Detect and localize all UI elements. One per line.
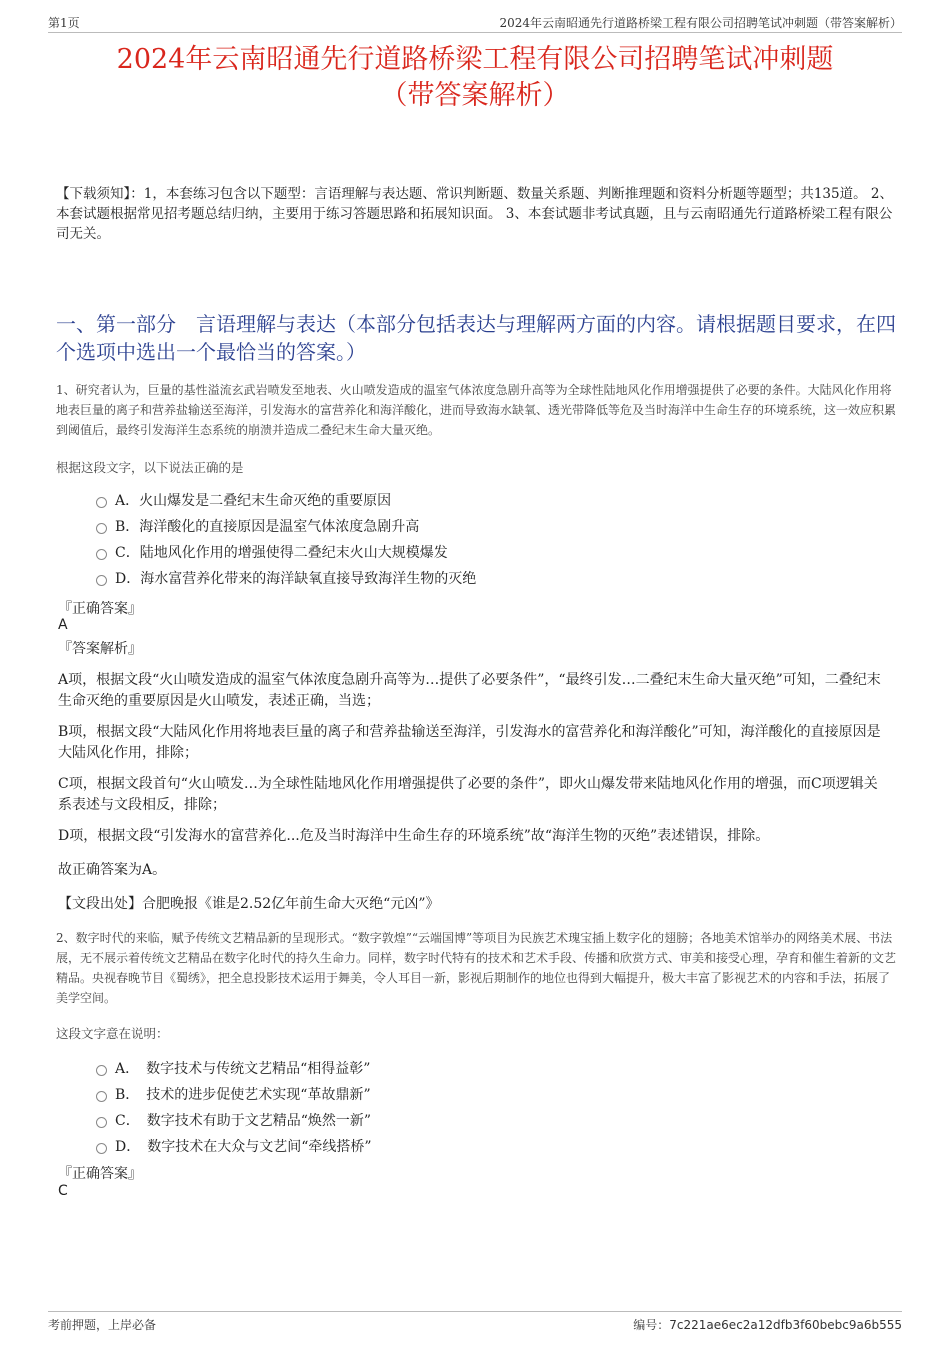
question-2-option-c[interactable]: C． 数字技术有助于文艺精品“焕然一新” (96, 1107, 372, 1133)
question-2-answer: C (58, 1183, 68, 1199)
radio-icon[interactable] (96, 575, 107, 586)
question-2-options (96, 1055, 372, 1159)
radio-icon[interactable] (96, 1065, 107, 1076)
code-label: 编号： (633, 1318, 670, 1332)
question-2-option-d[interactable]: D． 数字技术在大众与文艺间“牵线搭桥” (96, 1133, 372, 1159)
question-2-option-b[interactable]: B． 技术的进步促使艺术实现“革故鼎新” (96, 1081, 372, 1107)
analysis-b: B项，根据文段“大陆风化作用将地表巨量的离子和营养盐输送至海洋，引发海水的富营养化和海洋酸化”可知，海洋酸化的直接原因是大陆风化作用，排除； (58, 724, 881, 761)
header-doc-title: 2024年云南昭通先行道路桥梁工程有限公司招聘笔试冲刺题（带答案解析） (499, 16, 902, 30)
question-1-answer: A (58, 617, 68, 633)
radio-icon[interactable] (96, 523, 107, 534)
question-2-option-a[interactable]: A． 数字技术与传统文艺精品“相得益彰” (96, 1055, 372, 1081)
question-1-answer-label: 『正确答案』 (58, 601, 142, 617)
title-line-2: （带答案解析） (380, 80, 570, 111)
page-number: 第1页 (48, 16, 80, 30)
download-notice: 【下载须知】：1，本套练习包含以下题型：言语理解与表达题、常识判断题、数量关系题、判断推理题和资料分析题等题型；共135道。 2、本套试题根据常见招考题总结归纳，主要用于练习答题思路和拓展知识面。 3、本套试题非考试真题，且与云南昭通先行道路桥梁工程有限公司无关。 (56, 186, 893, 242)
radio-icon[interactable] (96, 1117, 107, 1128)
question-1-text: 1、研究者认为，巨量的基性溢流玄武岩喷发至地表、火山喷发造成的温室气体浓度急剧升高等为全球性陆地风化作用增强提供了必要的条件。大陆风化作用将地表巨量的离子和营养盐输送至海洋，引发海水的富营养化和海洋酸化，进而导致海水缺氧、透光带降低等危及当时海洋中生命生存的环境系统，这一效应积累到阈值后，最终引发海洋生态系统的崩溃并造成二叠纪末生命大量灭绝。 (56, 383, 897, 437)
question-1-option-c[interactable]: C．陆地风化作用的增强使得二叠纪末火山大规模爆发 (96, 539, 476, 565)
question-1-option-d[interactable]: D．海水富营养化带来的海洋缺氧直接导致海洋生物的灭绝 (96, 565, 476, 591)
radio-icon[interactable] (96, 1143, 107, 1154)
question-2-answer-label: 『正确答案』 (58, 1166, 142, 1182)
question-1-analysis-label: 『答案解析』 (58, 641, 142, 657)
question-1-prompt: 根据这段文字，以下说法正确的是 (56, 460, 244, 475)
analysis-source: 【文段出处】合肥晚报《谁是2.52亿年前生命大灭绝“元凶”》 (58, 896, 440, 912)
section-title: 一、第一部分 言语理解与表达（本部分包括表达与理解两方面的内容。请根据题目要求，在四个选项中选出一个最恰当的答案。） (56, 312, 896, 364)
question-2-text: 2、数字时代的来临，赋予传统文艺精品新的呈现形式。“数字敦煌”“云端国博”等项目为民族艺术瑰宝插上数字化的翅膀；各地美术馆举办的网络美术展、书法展，无不展示着传统文艺精品在数字化时代的持久生命力。同样，数字时代特有的技术和艺术手段、传播和欣赏方式、审美和接受心理，孕育和催生着新的文艺精品。央视春晚节目《蜀绣》，把全息投影技术运用于舞美，令人耳目一新，影视后期制作的地位也得到大幅提升，极大丰富了影视艺术的内容和手法，拓展了美学空间。 (56, 931, 897, 1005)
document-title (40, 42, 910, 114)
code-value: 7c221ae6ec2a12dfb3f60bebc9a6b555 (669, 1318, 902, 1332)
page-footer (48, 1311, 902, 1330)
question-2-prompt: 这段文字意在说明： (56, 1026, 169, 1041)
question-1-option-a[interactable]: A．火山爆发是二叠纪末生命灭绝的重要原因 (96, 487, 476, 513)
page-header (48, 14, 902, 33)
footer-slogan: 考前押题，上岸必备 (48, 1318, 157, 1332)
analysis-d: D项，根据文段“引发海水的富营养化...危及当时海洋中生命生存的环境系统”故“海洋生物的灭绝”表述错误，排除。 (58, 828, 770, 844)
radio-icon[interactable] (96, 497, 107, 508)
document-code (633, 1316, 902, 1333)
question-1-options (96, 487, 476, 591)
analysis-conclusion: 故正确答案为A。 (58, 862, 167, 878)
radio-icon[interactable] (96, 549, 107, 560)
radio-icon[interactable] (96, 1091, 107, 1102)
analysis-c: C项，根据文段首句“火山喷发…为全球性陆地风化作用增强提供了必要的条件”，即火山爆发带来陆地风化作用的增强，而C项逻辑关系表述与文段相反，排除； (58, 776, 878, 813)
analysis-a: A项，根据文段“火山喷发造成的温室气体浓度急剧升高等为…提供了必要条件”，“最终引发…二叠纪末生命大量灭绝”可知，二叠纪末生命灭绝的重要原因是火山喷发，表述正确，当选； (58, 672, 881, 709)
title-line-1: 2024年云南昭通先行道路桥梁工程有限公司招聘笔试冲刺题 (116, 44, 834, 75)
question-1-option-b[interactable]: B．海洋酸化的直接原因是温室气体浓度急剧升高 (96, 513, 476, 539)
